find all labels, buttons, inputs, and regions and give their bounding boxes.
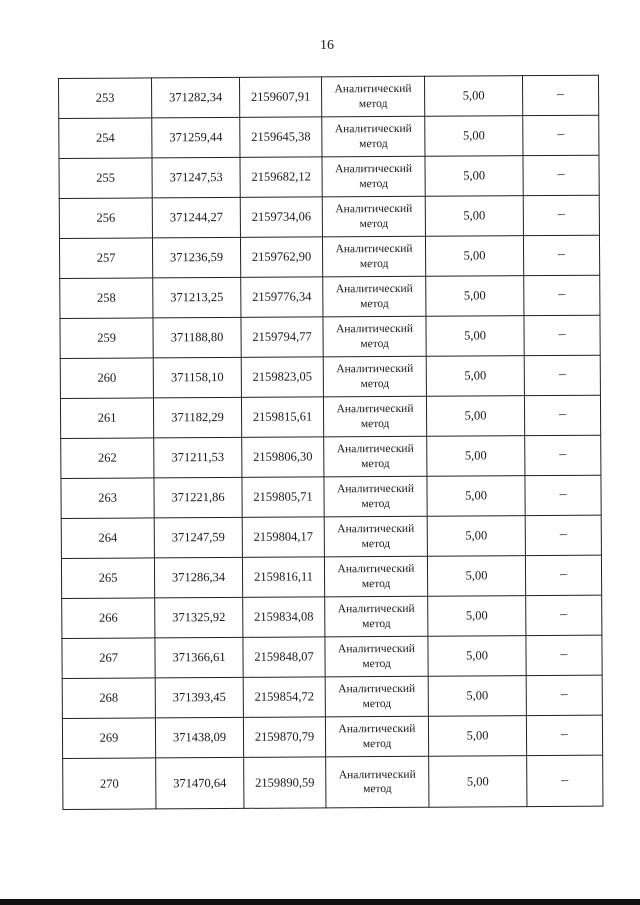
method-cell-text: Аналитический метод [337,602,415,630]
accuracy-cell-text: 5,00 [466,774,489,789]
accuracy-cell [427,436,525,477]
table-body [59,75,603,809]
point-number-cell [59,78,152,119]
method-cell [324,516,427,557]
table-row [62,715,602,758]
y-coordinate-cell [239,77,321,118]
note-cell-text: – [560,727,569,743]
y-coordinate-cell-text: 2159805,71 [253,489,313,505]
table-row [60,315,600,358]
y-coordinate-cell-text: 2159762,90 [251,249,312,265]
method-cell-text: Аналитический метод [337,642,415,670]
accuracy-cell [425,116,523,157]
y-coordinate-cell-text: 2159848,07 [254,649,314,665]
y-coordinate-cell [242,517,324,558]
y-coordinate-cell-text: 2159607,91 [250,89,311,105]
x-coordinate-cell [155,637,243,678]
accuracy-cell [425,236,523,277]
table-row [62,595,602,638]
y-coordinate-cell-text: 2159645,38 [251,129,311,145]
method-cell [323,396,426,437]
point-number-cell-text: 263 [98,490,117,506]
x-coordinate-cell-text: 371182,29 [171,410,224,425]
point-number-cell-text: 267 [99,650,118,666]
note-cell [525,515,601,555]
accuracy-cell [426,356,524,397]
y-coordinate-cell [241,357,323,398]
accuracy-cell-text: 5,00 [466,648,489,663]
accuracy-cell-text: 5,00 [463,288,486,303]
point-number-cell [60,278,153,319]
note-cell [524,315,600,355]
x-coordinate-cell [155,717,243,758]
method-cell-text: Аналитический метод [336,442,414,470]
note-cell [522,75,598,115]
note-cell-text: – [557,167,565,183]
table-row [60,275,600,318]
table-row [59,235,599,278]
y-coordinate-cell [243,717,325,758]
accuracy-cell [427,516,525,557]
table-row [61,475,601,518]
point-number-cell [60,318,153,359]
y-coordinate-cell [240,117,322,158]
accuracy-cell [428,636,526,677]
note-cell [524,275,600,315]
method-cell [322,116,425,157]
method-cell [322,236,425,277]
note-cell-text: – [558,327,566,343]
note-cell-text: – [559,487,567,503]
table-row [59,75,599,118]
point-number-cell-text: 257 [96,250,116,266]
method-cell [325,596,428,637]
y-coordinate-cell [241,277,323,318]
point-number-cell [62,718,155,759]
point-number-cell [60,398,153,439]
note-cell-text: – [557,207,565,223]
x-coordinate-cell [152,237,240,278]
x-coordinate-cell-text: 371213,25 [170,290,224,305]
x-coordinate-cell [153,357,241,398]
method-cell [324,476,427,517]
y-coordinate-cell [241,317,323,358]
y-coordinate-cell-text: 2159806,30 [253,449,313,465]
note-cell-text: – [558,247,566,263]
point-number-cell [61,518,154,559]
accuracy-cell-text: 5,00 [465,488,488,503]
accuracy-cell [425,156,523,197]
method-cell-text: Аналитический метод [335,282,413,310]
point-number-cell [59,198,152,239]
point-number-cell-text: 255 [96,170,116,186]
note-cell [526,715,602,755]
point-number-cell [59,158,152,199]
accuracy-cell-text: 5,00 [466,688,489,703]
accuracy-cell-text: 5,00 [465,608,488,623]
y-coordinate-cell-text: 2159734,06 [251,209,312,225]
point-number-cell-text: 256 [96,210,116,226]
y-coordinate-cell [241,397,323,438]
point-number-cell-text: 269 [99,730,119,746]
accuracy-cell [424,76,522,117]
table-row [62,635,602,678]
method-cell [322,156,425,197]
x-coordinate-cell [152,117,240,158]
x-coordinate-cell-text: 371286,34 [171,570,226,585]
point-number-cell-text: 262 [97,450,117,466]
method-cell-text: Аналитический метод [336,362,414,390]
note-cell-text: – [558,367,566,383]
accuracy-cell-text: 5,00 [465,568,488,583]
table-row [60,355,600,398]
method-cell-text: Аналитический метод [335,242,413,270]
note-cell [525,475,601,515]
point-number-cell-text: 260 [97,370,117,386]
x-coordinate-cell [152,197,240,238]
x-coordinate-cell-text: 371221,86 [171,490,225,505]
accuracy-cell [425,196,523,237]
accuracy-cell [429,756,527,808]
note-cell [526,675,602,715]
note-cell [527,755,603,806]
note-cell-text: – [559,567,568,583]
y-coordinate-cell-text: 2159794,77 [252,329,312,345]
method-cell-text: Аналитический метод [335,202,413,230]
note-cell [523,235,599,275]
method-cell-text: Аналитический метод [337,562,415,590]
method-cell-text: Аналитический метод [336,322,414,350]
point-number-cell [60,358,153,399]
point-number-cell [62,678,155,719]
method-cell [326,756,429,808]
method-cell-text: Аналитический метод [338,682,416,710]
y-coordinate-cell [244,757,326,808]
x-coordinate-cell [154,477,242,518]
scan-edge-bar [0,899,640,905]
accuracy-cell [426,316,524,357]
accuracy-cell [426,396,524,437]
note-cell [524,355,600,395]
accuracy-cell [428,716,526,757]
y-coordinate-cell-text: 2159890,59 [255,775,315,790]
note-cell [525,555,601,595]
table-row [59,195,599,238]
x-coordinate-cell [153,277,241,318]
point-number-cell-text: 259 [97,330,117,346]
y-coordinate-cell-text: 2159682,12 [251,169,311,185]
table-row [59,155,599,198]
accuracy-cell-text: 5,00 [463,208,486,223]
note-cell-text: – [560,647,568,663]
y-coordinate-cell [240,237,322,278]
point-number-cell-text: 265 [98,570,118,586]
y-coordinate-cell-text: 2159816,11 [254,569,314,585]
note-cell-text: – [558,287,566,303]
note-cell [523,155,599,195]
accuracy-cell [428,676,526,717]
x-coordinate-cell [156,757,244,809]
method-cell [325,716,428,757]
x-coordinate-cell [152,157,240,198]
method-cell [325,636,428,677]
point-number-cell-text: 258 [96,290,116,306]
point-number-cell-text: 253 [95,90,115,106]
note-cell [523,195,599,235]
x-coordinate-cell-text: 371259,44 [169,130,223,145]
note-cell-text: – [560,607,568,623]
y-coordinate-cell [240,157,322,198]
note-cell [526,595,602,635]
point-number-cell-text: 270 [99,776,119,791]
method-cell [324,556,427,597]
note-cell-text: – [560,687,568,703]
note-cell-text: – [557,127,565,143]
accuracy-cell-text: 5,00 [464,328,487,343]
y-coordinate-cell [243,597,325,638]
point-number-cell [62,638,155,679]
y-coordinate-cell [240,197,322,238]
method-cell-text: Аналитический метод [336,402,414,430]
accuracy-cell [428,596,526,637]
accuracy-cell-text: 5,00 [464,368,487,383]
method-cell [325,676,428,717]
note-cell-text: – [559,447,567,463]
point-number-cell-text: 266 [98,610,118,626]
accuracy-cell-text: 5,00 [466,728,489,743]
table-row [59,115,599,158]
point-number-cell-text: 268 [99,690,119,706]
x-coordinate-cell-text: 371188,80 [170,330,224,345]
method-cell-text: Аналитический метод [337,522,415,550]
table-row [61,515,601,558]
note-cell-text: – [559,527,567,543]
y-coordinate-cell [242,557,324,598]
point-number-cell-text: 254 [95,130,115,146]
x-coordinate-cell [154,437,242,478]
x-coordinate-cell-text: 371366,61 [172,650,226,665]
y-coordinate-cell-text: 2159870,79 [254,729,315,745]
method-cell-text: Аналитический метод [335,162,413,190]
x-coordinate-cell-text: 371325,92 [172,610,226,625]
x-coordinate-cell [152,77,240,118]
point-number-cell [61,478,154,519]
x-coordinate-cell [154,557,242,598]
accuracy-cell-text: 5,00 [462,128,485,143]
accuracy-cell-text: 5,00 [462,88,485,103]
y-coordinate-cell-text: 2159854,72 [254,689,315,705]
x-coordinate-cell-text: 371236,59 [169,250,224,265]
method-cell-text: Аналитический метод [334,122,412,150]
table-row [63,755,603,809]
x-coordinate-cell-text: 371438,09 [172,730,227,745]
y-coordinate-cell-text: 2159834,08 [254,609,314,625]
point-number-cell [59,238,152,279]
accuracy-cell-text: 5,00 [463,248,486,263]
x-coordinate-cell-text: 371393,45 [172,690,226,705]
point-number-cell-text: 261 [97,410,117,426]
x-coordinate-cell-text: 371247,59 [171,530,225,545]
x-coordinate-cell [155,597,243,638]
x-coordinate-cell [153,397,241,438]
method-cell [323,276,426,317]
y-coordinate-cell [242,437,324,478]
method-cell [324,436,427,477]
accuracy-cell [426,276,524,317]
accuracy-cell-text: 5,00 [464,448,487,463]
method-cell-text: Аналитический метод [334,82,412,110]
point-number-cell-text: 264 [98,530,118,546]
note-cell [526,635,602,675]
table-row [60,395,600,438]
x-coordinate-cell-text: 371211,53 [171,450,225,465]
accuracy-cell [427,556,525,597]
x-coordinate-cell-text: 371244,27 [169,210,223,225]
note-cell-text: – [557,87,565,103]
table-row [62,675,602,718]
method-cell [323,316,426,357]
note-cell [523,115,599,155]
point-number-cell [59,118,152,159]
table-row [61,435,601,478]
y-coordinate-cell-text: 2159815,61 [252,409,313,425]
method-cell-text: Аналитический метод [338,722,416,750]
accuracy-cell-text: 5,00 [465,528,488,543]
method-cell [323,356,426,397]
method-cell-text: Аналитический метод [338,768,416,796]
point-number-cell [61,558,154,599]
x-coordinate-cell [154,517,242,558]
x-coordinate-cell-text: 371247,53 [169,170,223,185]
y-coordinate-cell-text: 2159823,05 [252,369,313,385]
y-coordinate-cell-text: 2159776,34 [252,289,312,305]
method-cell [321,76,424,117]
table-row [61,555,601,598]
x-coordinate-cell-text: 371158,10 [170,370,224,385]
y-coordinate-cell [243,637,325,678]
note-cell [525,435,601,475]
method-cell [322,196,425,237]
point-number-cell [63,758,156,810]
accuracy-cell [427,476,525,517]
x-coordinate-cell-text: 371470,64 [173,775,227,791]
y-coordinate-cell [242,477,324,518]
coordinates-table [58,75,603,810]
x-coordinate-cell [155,677,243,718]
note-cell [524,395,600,435]
x-coordinate-cell-text: 371282,34 [169,90,223,105]
note-cell-text: – [559,407,567,423]
note-cell-text: – [561,772,569,788]
accuracy-cell-text: 5,00 [463,168,486,183]
y-coordinate-cell [243,677,325,718]
x-coordinate-cell [153,317,241,358]
method-cell-text: Аналитический метод [337,482,415,510]
point-number-cell [62,598,155,639]
accuracy-cell-text: 5,00 [464,408,487,423]
page-number: 16 [320,38,334,53]
y-coordinate-cell-text: 2159804,17 [253,529,314,545]
point-number-cell [61,438,154,479]
